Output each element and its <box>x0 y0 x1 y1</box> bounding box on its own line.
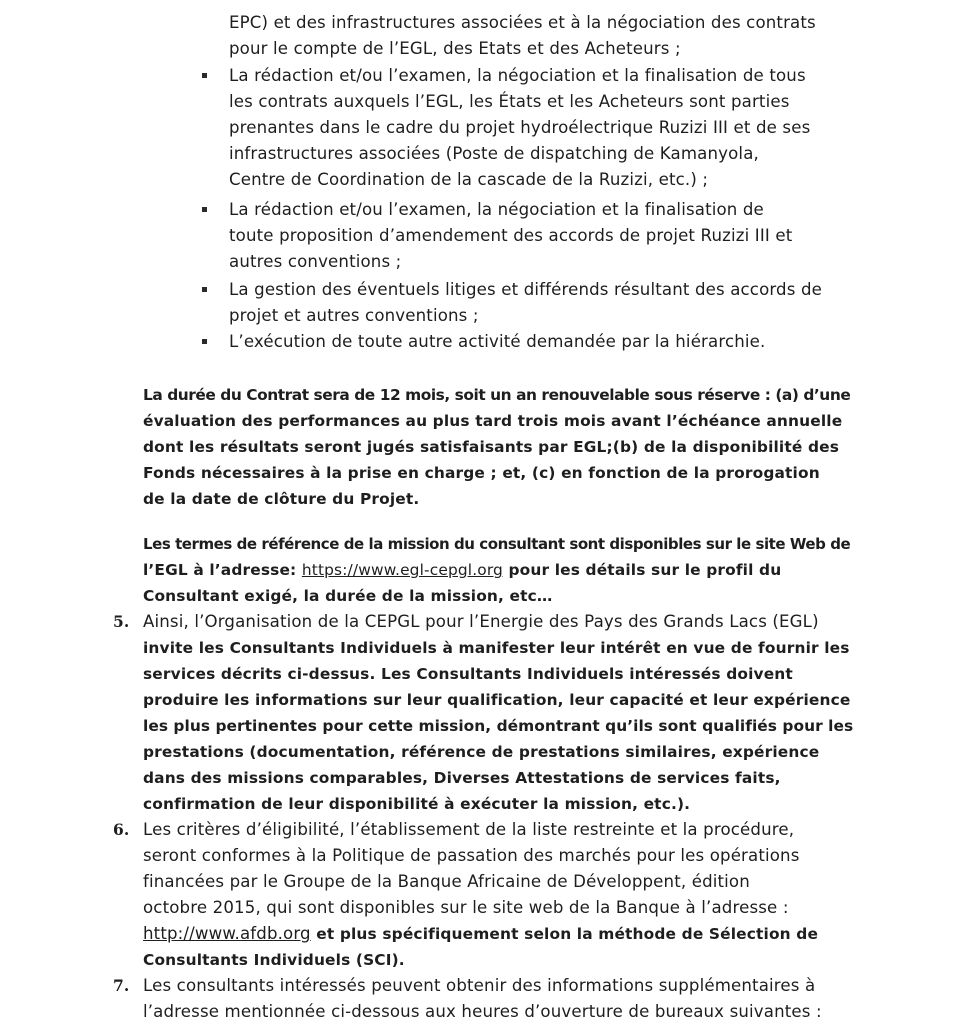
duration-line-4: Fonds nécessaires à la prise en charge ; et, (c) en fonction de la prorogation <box>143 464 820 482</box>
item6-line-1: Les critères d’éligibilité, l’établissement de la liste restreinte et la procédure, <box>143 820 795 839</box>
item6-line-5 <box>143 921 818 947</box>
item7-line-2: l’adresse mentionnée ci-dessous aux heures d’ouverture de bureaux suivantes : <box>143 1002 822 1021</box>
bullet2-line-3: autres conventions ; <box>229 252 402 271</box>
bullet3-line-1: La gestion des éventuels litiges et différends résultant des accords de <box>229 280 822 299</box>
item5-line-2: invite les Consultants Individuels à manifester leur intérêt en vue de fournir les <box>143 639 850 657</box>
item-6-number: 6. <box>113 820 130 839</box>
item5-line-8: confirmation de leur disponibilité à exécuter la mission, etc.). <box>143 795 691 813</box>
item7-line-1: Les consultants intéressés peuvent obtenir des informations supplémentaires à <box>143 976 816 995</box>
item-7-number: 7. <box>113 976 130 995</box>
item-5-number: 5. <box>113 612 130 631</box>
item6-line-4: octobre 2015, qui sont disponibles sur le site web de la Banque à l’adresse : <box>143 898 789 917</box>
item5-line-6: prestations (documentation, référence de prestations similaires, expérience <box>143 743 820 761</box>
item5-line-5: les plus pertinentes pour cette mission, démontrant qu’ils sont qualifiés pour les <box>143 717 854 735</box>
bullet1-line-1: La rédaction et/ou l’examen, la négociation et la finalisation de tous <box>229 66 806 85</box>
bullet1-line-3: prenantes dans le cadre du projet hydroélectrique Ruzizi III et de ses <box>229 118 811 137</box>
bullet2-line-1: La rédaction et/ou l’examen, la négociation et la finalisation de <box>229 200 764 219</box>
item5-line-3: services décrits ci-dessus. Les Consultants Individuels intéressés doivent <box>143 665 793 683</box>
bullet4-line-1: L’exécution de toute autre activité demandée par la hiérarchie. <box>229 332 766 351</box>
duration-line-1: La durée du Contrat sera de 12 mois, soit un an renouvelable sous réserve : (a) d’une <box>143 386 851 404</box>
item6-line-6: Consultants Individuels (SCI). <box>143 951 405 969</box>
bullet-icon <box>202 339 207 344</box>
bullet1-line-4: infrastructures associées (Poste de dispatching de Kamanyola, <box>229 144 759 163</box>
item6-line-3: financées par le Groupe de la Banque Africaine de Développent, édition <box>143 872 750 891</box>
item5-line-1: Ainsi, l’Organisation de la CEPGL pour l’Energie des Pays des Grands Lacs (EGL) <box>143 612 819 631</box>
afdb-website-link[interactable]: http://www.afdb.org <box>143 924 311 943</box>
bullet3-line-2: projet et autres conventions ; <box>229 306 479 325</box>
terms-line-3: Consultant exigé, la durée de la mission, etc… <box>143 587 553 605</box>
item6-line-2: seront conformes à la Politique de passation des marchés pour les opérations <box>143 846 800 865</box>
egl-website-link[interactable]: https://www.egl-cepgl.org <box>301 561 503 579</box>
bullet-continuation-line-2: pour le compte de l’EGL, des Etats et des Acheteurs ; <box>229 39 681 58</box>
duration-line-2: évaluation des performances au plus tard trois mois avant l’échéance annuelle <box>143 412 843 430</box>
item6-line-5-text: et plus spécifiquement selon la méthode de Sélection de <box>310 925 819 943</box>
terms-line-2 <box>143 557 781 583</box>
bullet-continuation-line-1: EPC) et des infrastructures associées et à la négociation des contrats <box>229 13 816 32</box>
terms-line-1: Les termes de référence de la mission du consultant sont disponibles sur le site Web de <box>143 535 851 553</box>
bullet1-line-5: Centre de Coordination de la cascade de la Ruzizi, etc.) ; <box>229 170 709 189</box>
duration-line-5: de la date de clôture du Projet. <box>143 490 420 508</box>
terms-line-2-text-a: l’EGL à l’adresse: <box>143 561 302 579</box>
duration-line-3: dont les résultats seront jugés satisfaisants par EGL;(b) de la disponibilité des <box>143 438 840 456</box>
bullet-icon <box>202 207 207 212</box>
bullet-icon <box>202 73 207 78</box>
item5-line-7: dans des missions comparables, Diverses Attestations de services faits, <box>143 769 781 787</box>
terms-line-2-text-b: pour les détails sur le profil du <box>502 561 782 579</box>
bullet1-line-2: les contrats auxquels l’EGL, les États et les Acheteurs sont parties <box>229 92 790 111</box>
item5-line-4: produire les informations sur leur qualification, leur capacité et leur expérience <box>143 691 851 709</box>
bullet2-line-2: toute proposition d’amendement des accords de projet Ruzizi III et <box>229 226 793 245</box>
bullet-icon <box>202 287 207 292</box>
